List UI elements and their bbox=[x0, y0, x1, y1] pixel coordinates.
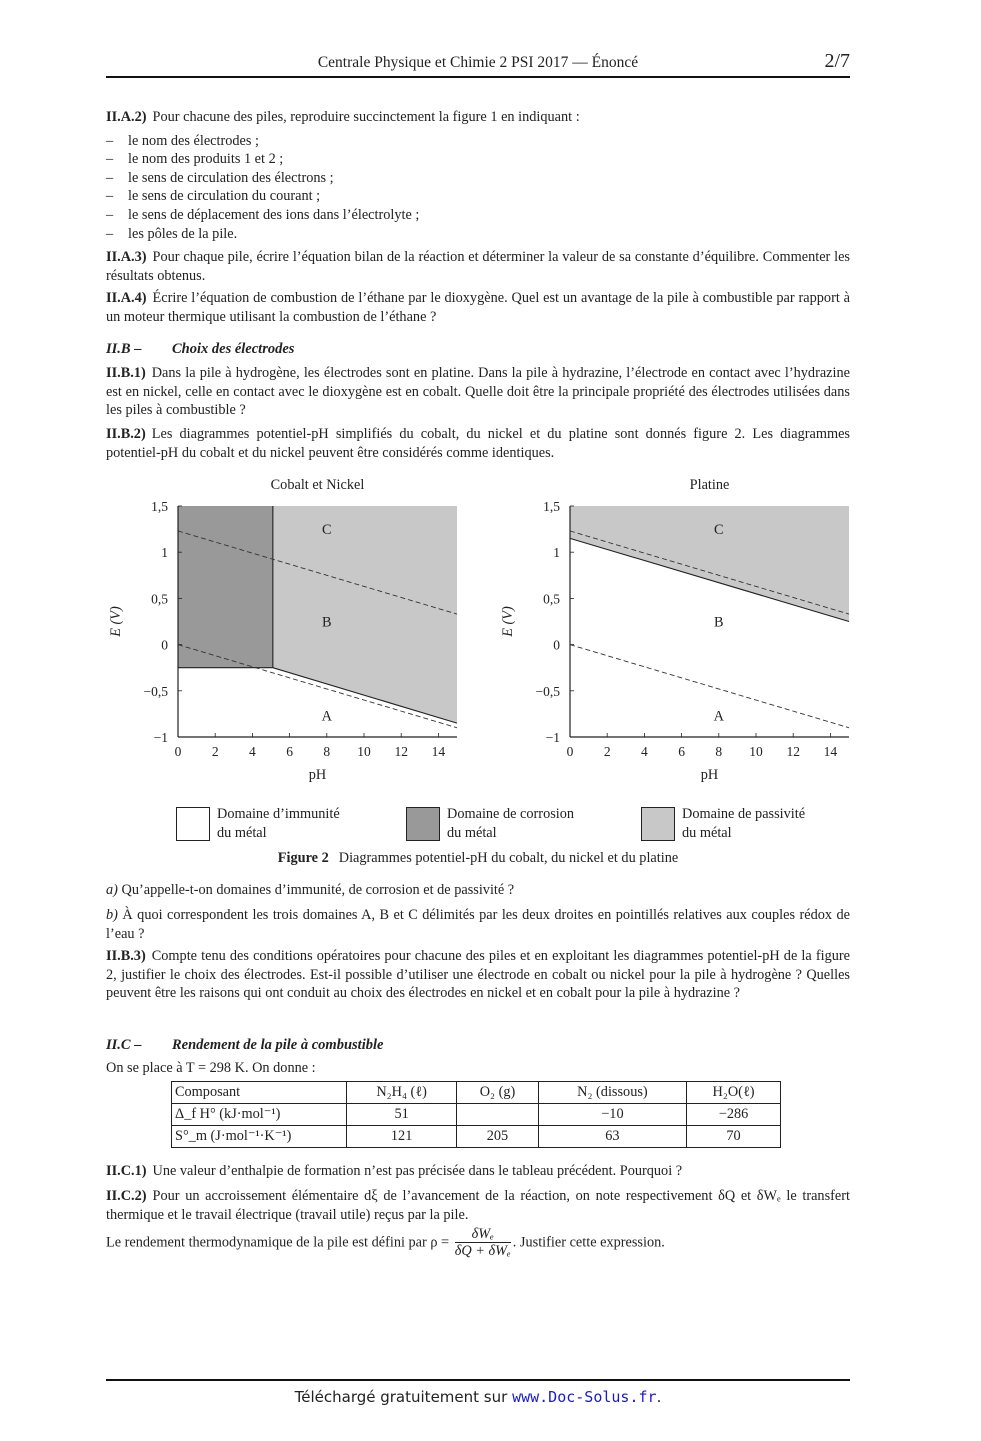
question-number: II.C.2) bbox=[106, 1188, 147, 1204]
y-tick-label: 0 bbox=[161, 637, 168, 653]
question-II-B-3 bbox=[106, 947, 850, 1003]
footer-period: . bbox=[656, 1388, 662, 1406]
section-number: II.C – bbox=[106, 1037, 142, 1053]
bullet-item: – le nom des électrodes ; bbox=[106, 132, 850, 151]
table-cell: −10 bbox=[538, 1104, 686, 1126]
table-cell: 121 bbox=[347, 1126, 457, 1148]
subquestion-b bbox=[106, 906, 850, 943]
figure-legend bbox=[176, 806, 856, 844]
table-cell: 51 bbox=[347, 1104, 457, 1126]
question-II-C-2 bbox=[106, 1187, 850, 1224]
question-II-A-3 bbox=[106, 248, 850, 285]
y-tick-label: 0,5 bbox=[151, 591, 168, 607]
legend-label bbox=[682, 805, 805, 843]
x-tick-label: 0 bbox=[566, 744, 574, 759]
question-text: Écrire l’équation de combustion de l’éthane par le dioxygène. Quel est un avantage de la pile à combustible par rapport à un moteur thermique utilisant la combustion de l’éthane ? bbox=[106, 290, 850, 325]
x-tick-label: 14 bbox=[823, 744, 838, 759]
legend-swatch bbox=[641, 807, 675, 841]
question-II-B-2 bbox=[106, 425, 850, 462]
bullet-item: – le sens de circulation des électrons ; bbox=[106, 169, 850, 188]
x-tick-label: 2 bbox=[211, 744, 219, 759]
rendement-text-before: Le rendement thermodynamique de la pile est défini par ρ = bbox=[106, 1234, 450, 1251]
x-tick-label: 10 bbox=[357, 744, 371, 759]
legend-label bbox=[217, 805, 340, 843]
table-cell: Δ_f H° (kJ·mol⁻¹) bbox=[172, 1104, 347, 1126]
subquestion-label: a) bbox=[106, 882, 118, 898]
table-header-cell: O₂ (g) bbox=[457, 1082, 538, 1104]
x-axis-label: pH bbox=[308, 767, 327, 783]
region-passivite bbox=[570, 506, 849, 622]
x-tick-label: 12 bbox=[786, 744, 800, 759]
y-tick-label: −0,5 bbox=[535, 683, 560, 699]
region-corrosion bbox=[178, 506, 273, 668]
y-tick-label: −1 bbox=[545, 730, 560, 745]
subquestion-text: À quoi correspondent les trois domaines A, B et C délimités par les deux droites en pointillés relatives aux couples rédox de l’eau ? bbox=[106, 907, 850, 942]
x-tick-label: 4 bbox=[249, 744, 256, 759]
legend-line: du métal bbox=[447, 825, 497, 841]
domain-label-B: B bbox=[322, 614, 332, 631]
x-tick-label: 2 bbox=[603, 744, 611, 759]
y-axis-label: E (V) bbox=[108, 606, 124, 637]
question-text: Les diagrammes potentiel-pH simplifiés du cobalt, du nickel et du platine sont donnés figure 2. Les diagrammes potentiel-pH du cobalt et du nickel peuvent être considérés comme identiques. bbox=[106, 426, 850, 461]
x-tick-label: 8 bbox=[715, 744, 723, 759]
domain-label-A: A bbox=[321, 708, 332, 725]
subquestion-a bbox=[106, 881, 850, 900]
question-text: Pour un accroissement élémentaire dξ de l’avancement de la réaction, on note respectivement δQ et δWₑ le transfert thermique et le travail électrique (travail utile) reçus par la pile. bbox=[106, 1188, 850, 1223]
table-header-cell: Composant bbox=[172, 1082, 347, 1104]
figure-label: Figure 2 bbox=[277, 850, 329, 866]
y-tick-label: 0,5 bbox=[543, 591, 560, 607]
domain-label-C: C bbox=[322, 522, 332, 539]
question-number: II.B.3) bbox=[106, 948, 146, 964]
legend-label bbox=[447, 805, 574, 843]
y-tick-label: 1,5 bbox=[151, 499, 168, 514]
x-axis-label: pH bbox=[700, 767, 719, 783]
x-tick-label: 0 bbox=[174, 744, 182, 759]
figure-caption bbox=[106, 850, 850, 867]
x-tick-label: 12 bbox=[394, 744, 408, 759]
question-number: II.A.2) bbox=[106, 109, 147, 125]
question-number: II.A.3) bbox=[106, 249, 147, 265]
table-cell bbox=[457, 1104, 538, 1126]
y-tick-label: 0 bbox=[553, 637, 560, 653]
chart-title: Cobalt et Nickel bbox=[270, 477, 365, 493]
subquestion-text: Qu’appelle-t-on domaines d’immunité, de corrosion et de passivité ? bbox=[121, 882, 515, 898]
y-tick-label: 1 bbox=[161, 545, 168, 561]
bullet-item: – le sens de déplacement des ions dans l’électrolyte ; bbox=[106, 206, 850, 225]
header-title: Centrale Physique et Chimie 2 PSI 2017 — Énoncé bbox=[317, 54, 639, 71]
table-cell: 63 bbox=[538, 1126, 686, 1148]
bullet-item: – le nom des produits 1 et 2 ; bbox=[106, 150, 850, 169]
question-number: II.C.1) bbox=[106, 1163, 147, 1179]
legend-line: du métal bbox=[217, 825, 267, 841]
table-header-cell: N₂ (dissous) bbox=[538, 1082, 686, 1104]
footer-divider bbox=[106, 1379, 850, 1381]
chart-platine bbox=[498, 470, 868, 794]
thermo-data-table bbox=[171, 1081, 781, 1148]
table-header-row bbox=[172, 1082, 781, 1104]
legend-swatch bbox=[176, 807, 210, 841]
legend-swatch bbox=[406, 807, 440, 841]
question-II-A-4 bbox=[106, 289, 850, 326]
rendement-text-after: . Justifier cette expression. bbox=[512, 1234, 665, 1251]
fraction-numerator: δWₑ bbox=[455, 1226, 511, 1243]
region-passivite bbox=[273, 506, 457, 723]
y-tick-label: 1 bbox=[553, 545, 560, 561]
question-text: Compte tenu des conditions opératoires pour chacune des piles et en exploitant les diagrammes potentiel-pH de la figure 2, justifier le choix des électrodes. Est-il possible d’utiliser une électrode en cobalt ou nickel pour la pile à hydrogène ? Quelles peuvent être les raisons qui ont conduit au choix des électrodes en nickel et en cobalt pour la pile à hydrazine ? bbox=[106, 948, 850, 1002]
table-header-cell: H₂O(ℓ) bbox=[687, 1082, 781, 1104]
water-redox-line-H--H2 bbox=[570, 645, 849, 728]
rendement-definition bbox=[106, 1226, 850, 1260]
section-number: II.B – bbox=[106, 341, 142, 357]
question-text: Une valeur d’enthalpie de formation n’est pas précisée dans le tableau précédent. Pourquoi ? bbox=[152, 1163, 683, 1179]
x-tick-label: 8 bbox=[323, 744, 331, 759]
section-heading-II-B bbox=[106, 340, 850, 359]
fraction-denominator: δQ + δWₑ bbox=[454, 1243, 511, 1259]
bullet-item: – les pôles de la pile. bbox=[106, 225, 850, 244]
domain-label-C: C bbox=[714, 522, 724, 539]
legend-line: du métal bbox=[682, 825, 732, 841]
y-axis-label: E (V) bbox=[500, 606, 516, 637]
table-row bbox=[172, 1126, 781, 1148]
question-number: II.B.1) bbox=[106, 365, 146, 381]
table-cell: 205 bbox=[457, 1126, 538, 1148]
chart-cobalt-nickel bbox=[106, 470, 476, 794]
section-title: Choix des électrodes bbox=[172, 341, 295, 357]
page-number: 2/7 bbox=[824, 50, 850, 72]
question-II-C-1 bbox=[106, 1162, 850, 1181]
question-number: II.B.2) bbox=[106, 426, 146, 442]
intro-II-C: On se place à T = 298 K. On donne : bbox=[106, 1060, 316, 1076]
question-II-B-1 bbox=[106, 364, 850, 420]
section-heading-II-C bbox=[106, 1036, 850, 1055]
doc-solus-link[interactable]: www.Doc-Solus.fr bbox=[512, 1388, 657, 1406]
question-II-A-2 bbox=[106, 108, 850, 243]
y-tick-label: 1,5 bbox=[543, 499, 560, 514]
footer-text: Téléchargé gratuitement sur bbox=[294, 1388, 508, 1406]
page-header bbox=[106, 52, 850, 78]
chart-platine-svg bbox=[498, 470, 868, 790]
question-number: II.A.4) bbox=[106, 290, 147, 306]
x-tick-label: 14 bbox=[431, 744, 446, 759]
legend-line: Domaine d’immunité bbox=[217, 806, 340, 822]
table-cell: −286 bbox=[687, 1104, 781, 1126]
domain-label-B: B bbox=[714, 614, 724, 631]
rendement-fraction bbox=[455, 1226, 511, 1260]
y-tick-label: −0,5 bbox=[143, 683, 168, 699]
question-text: Pour chaque pile, écrire l’équation bilan de la réaction et déterminer la valeur de sa constante d’équilibre. Commenter les résultats obtenus. bbox=[106, 249, 850, 284]
legend-line: Domaine de passivité bbox=[682, 806, 806, 822]
chart-title: Platine bbox=[689, 477, 730, 493]
x-tick-label: 4 bbox=[641, 744, 648, 759]
page-footer bbox=[106, 1388, 850, 1406]
table-cell: S°_m (J·mol⁻¹·K⁻¹) bbox=[172, 1126, 347, 1148]
x-tick-label: 6 bbox=[286, 744, 293, 759]
subquestion-label: b) bbox=[106, 907, 118, 923]
y-tick-label: −1 bbox=[153, 730, 168, 745]
legend-line: Domaine de corrosion bbox=[447, 806, 575, 822]
section-title: Rendement de la pile à combustible bbox=[172, 1037, 384, 1053]
table-cell: 70 bbox=[687, 1126, 781, 1148]
x-tick-label: 6 bbox=[678, 744, 685, 759]
figure-caption-text: Diagrammes potentiel-pH du cobalt, du nickel et du platine bbox=[338, 850, 679, 866]
question-text: Pour chacune des piles, reproduire succinctement la figure 1 en indiquant : bbox=[152, 109, 580, 125]
table-header-cell: N₂H₄ (ℓ) bbox=[347, 1082, 457, 1104]
chart-cobalt-nickel-svg bbox=[106, 470, 476, 790]
x-tick-label: 10 bbox=[749, 744, 763, 759]
question-text: Dans la pile à hydrogène, les électrodes sont en platine. Dans la pile à hydrazine, l’électrode en contact avec l’hydrazine est en nickel, celle en contact avec le dioxygène est en cobalt. Quelle doit être la principale propriété des électrodes utilisées dans les piles à combustible ? bbox=[106, 365, 850, 419]
bullet-list bbox=[106, 132, 850, 244]
table-row bbox=[172, 1104, 781, 1126]
domain-label-A: A bbox=[713, 708, 724, 725]
bullet-item: – le sens de circulation du courant ; bbox=[106, 187, 850, 206]
